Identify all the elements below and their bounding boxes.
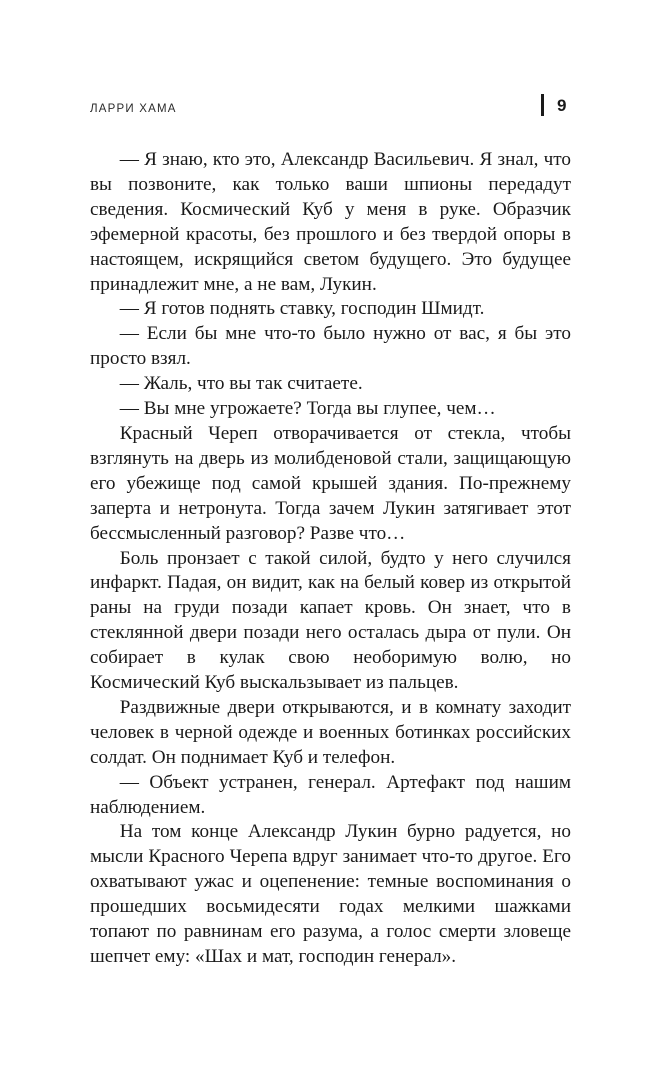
paragraph: — Я знаю, кто это, Александр Васильевич. Я знал, что вы позвоните, как только ваши шпионы передадут сведения. Космический Куб у меня в руке. Образчик эфемерной красоты, без прошлого и без твердой опоры в настоящем, искрящийся светом будущего. Это будущее принадлежит мне, а не вам, Лукин. xyxy=(90,149,571,295)
paragraph: — Жаль, что вы так считаете. xyxy=(119,373,363,395)
paragraph: Раздвижные двери открываются, и в комнату заходит человек в черной одежде и военных ботинках российских солдат. Он поднимает Куб и телефон. xyxy=(90,696,571,768)
paragraph: — Я готов поднять ставку, господин Шмидт. xyxy=(119,298,485,320)
paragraph: — Объект устранен, генерал. Артефакт под нашим наблюдением. xyxy=(90,771,571,818)
paragraph: Боль пронзает с такой силой, будто у него случился инфаркт. Падая, он видит, как на белый ковер из открытой раны на груди позади капает кровь. Он знает, что в стеклянной двери позади него осталась дыра от пули. Он собирает в кулак свою необоримую волю, но Космический Куб выскальзывает из пальцев. xyxy=(90,547,571,694)
page-number: 9 xyxy=(557,96,567,115)
paragraph: Красный Череп отворачивается от стекла, чтобы взглянуть на дверь из молибденовой стали, защищающую его убежище под самой крышей здания. По-прежнему заперта и нетронута. Тогда зачем Лукин затягивает этот бессмысленный разговор? Разве что… xyxy=(90,422,571,544)
running-head: ЛАРРИ ХАМА xyxy=(90,103,177,115)
paragraph: На том конце Александр Лукин бурно радуется, но мысли Красного Черепа вдруг занимает что-то другое. Его охватывают ужас и оцепенение: темные воспоминания о прошедших восьмидесяти годах мелкими шажками топают по равнинам его разума, а голос смерти зловеще шепчет ему: «Шах и мат, господин генерал». xyxy=(90,821,571,967)
paragraph: — Если бы мне что-то было нужно от вас, я бы это просто взял. xyxy=(90,323,571,370)
header-divider xyxy=(541,94,544,116)
paragraph: — Вы мне угрожаете? Тогда вы глупее, чем… xyxy=(119,398,496,420)
body-text xyxy=(90,148,571,970)
